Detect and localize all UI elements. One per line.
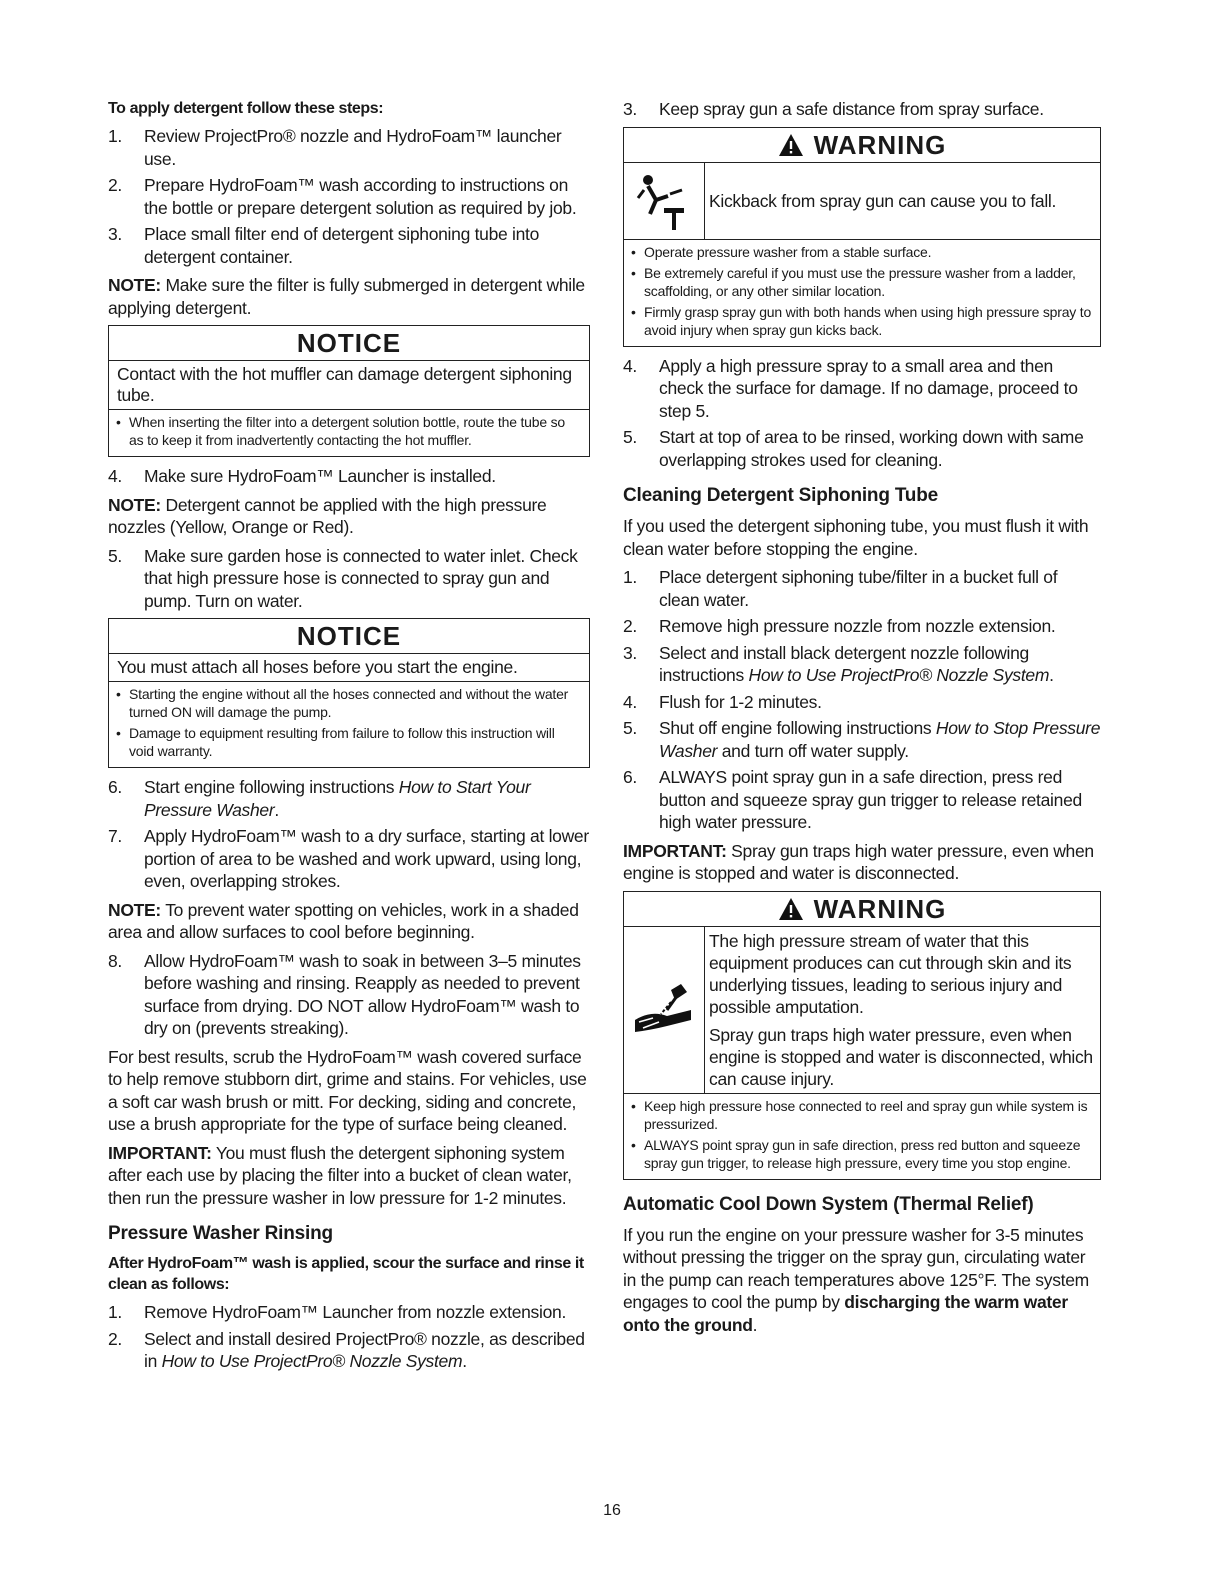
warning-message-cut: The high pressure stream of water that this equipment produces can cut through skin and its underlying tissues, leading to serious injury and possible amputation. bbox=[709, 930, 1072, 1017]
list-item: 6. Start engine following instructions How to Start Your Pressure Washer. bbox=[108, 777, 531, 820]
list-item: 5. Shut off engine following instructions How to Stop Pressure Washer and turn off water supply. bbox=[623, 718, 1101, 761]
best-results-paragraph: For best results, scrub the HydroFoam™ wash covered surface to help remove stubborn dirt, grime and stains. For vehicles, use a soft car wash brush or mitt. For decking, siding and concrete, use a brush appropriate for the type of surface being cleaned. bbox=[108, 1046, 587, 1134]
cool-down-paragraph: If you run the engine on your pressure washer for 3-5 minutes without pressing the trigger on the spray gun, circulating water in the pump can reach temperatures above 125°F. The system engages to cool the pump by discharging the warm water onto the ground. bbox=[623, 1224, 1089, 1335]
list-item: • Be extremely careful if you must use the pressure washer from a ladder, scaffolding, or any other similar location. bbox=[630, 264, 1094, 300]
section-title-rinsing: Pressure Washer Rinsing bbox=[108, 1223, 333, 1244]
warning-title: WARNING bbox=[813, 129, 947, 160]
list-item: 3. Select and install black detergent nozzle following instructions How to Use ProjectPro® Nozzle System. bbox=[623, 642, 1054, 685]
detergent-steps-cont bbox=[108, 465, 590, 488]
cleaning-steps bbox=[623, 566, 1101, 834]
warning-triangle-icon bbox=[778, 133, 804, 157]
warning-title: WARNING bbox=[813, 893, 947, 924]
warning-bullets bbox=[624, 240, 1100, 346]
note-spotting: NOTE: To prevent water spotting on vehicles, work in a shaded area and allow surfaces to cool before beginning. bbox=[108, 899, 579, 942]
list-item: 4. Make sure HydroFoam™ Launcher is installed. bbox=[108, 466, 496, 486]
list-item: 4. Flush for 1-2 minutes. bbox=[623, 691, 822, 712]
warning-message: Kickback from spray gun can cause you to fall. bbox=[709, 190, 1057, 211]
notice-bullets bbox=[109, 410, 589, 456]
rinsing-steps bbox=[108, 1301, 590, 1373]
list-item: 2. Select and install desired ProjectPro® nozzle, as described in How to Use ProjectPro® Nozzle System. bbox=[108, 1328, 585, 1371]
detergent-steps-cont-2 bbox=[108, 545, 590, 613]
rinsing-steps-cont-2 bbox=[623, 355, 1101, 472]
list-item: • Firmly grasp spray gun with both hands when using high pressure spray to avoid injury when spray gun kicks back. bbox=[630, 303, 1094, 339]
warning-message bbox=[705, 927, 1100, 1093]
warning-header bbox=[624, 128, 1100, 163]
list-item: 1. Remove HydroFoam™ Launcher from nozzle extension. bbox=[108, 1302, 567, 1322]
warning-header bbox=[624, 892, 1100, 927]
list-item: 1. Review ProjectPro® nozzle and HydroFoam™ launcher use. bbox=[108, 126, 562, 169]
list-item: 8. Allow HydroFoam™ wash to soak in between 3–5 minutes before washing and rinsing. Reapply as needed to prevent surface from drying. DO NOT allow HydroFoam™ wash to dry on (prevents streaking). bbox=[108, 950, 581, 1038]
left-column bbox=[108, 98, 590, 1379]
list-item: 2. Remove high pressure nozzle from nozzle extension. bbox=[623, 616, 1056, 636]
list-item: • ALWAYS point spray gun in safe direction, press red button and squeeze spray gun trigger, to release high pressure, every time you stop engine. bbox=[630, 1136, 1094, 1172]
detergent-steps-cont-3 bbox=[108, 776, 590, 893]
note-filter: NOTE: Make sure the filter is fully submerged in detergent while applying detergent. bbox=[108, 275, 585, 318]
notice-title: NOTICE bbox=[109, 619, 589, 654]
notice-box-hoses bbox=[108, 618, 590, 768]
kickback-fall-icon bbox=[624, 163, 705, 239]
warning-message-traps: Spray gun traps high water pressure, even when engine is stopped and water is disconnected, which can cause injury. bbox=[709, 1024, 1093, 1089]
notice-message: You must attach all hoses before you start the engine. bbox=[109, 654, 589, 682]
warning-body bbox=[624, 163, 1100, 240]
notice-message: Contact with the hot muffler can damage detergent siphoning tube. bbox=[109, 361, 589, 410]
skin-injection-hazard-icon bbox=[624, 927, 705, 1093]
warning-triangle-icon bbox=[778, 897, 804, 921]
list-item: 5. Make sure garden hose is connected to water inlet. Check that high pressure hose is connected to spray gun and pump. Turn on water. bbox=[108, 545, 578, 611]
cleaning-intro: If you used the detergent siphoning tube, you must flush it with clean water before stopping the engine. bbox=[623, 516, 1089, 559]
right-column bbox=[623, 98, 1101, 1342]
detergent-lead: To apply detergent follow these steps: bbox=[108, 100, 384, 117]
notice-title: NOTICE bbox=[109, 326, 589, 361]
important-flush: IMPORTANT: You must flush the detergent siphoning system after each use by placing the filter into a bucket of clean water, then run the pressure washer in low pressure for 1-2 minutes. bbox=[108, 1142, 572, 1208]
list-item: • Keep high pressure hose connected to reel and spray gun while system is pressurized. bbox=[630, 1097, 1094, 1133]
note-nozzles: NOTE: Detergent cannot be applied with the high pressure nozzles (Yellow, Orange or Red). bbox=[108, 494, 547, 537]
list-item: • Operate pressure washer from a stable surface. bbox=[630, 243, 1094, 261]
detergent-steps-cont-4 bbox=[108, 950, 590, 1040]
list-item: 1. Place detergent siphoning tube/filter in a bucket full of clean water. bbox=[623, 567, 1058, 610]
list-item: 3. Keep spray gun a safe distance from spray surface. bbox=[623, 99, 1044, 119]
list-item: • Damage to equipment resulting from failure to follow this instruction will void warranty. bbox=[115, 724, 583, 760]
list-item: • When inserting the filter into a detergent solution bottle, route the tube so as to keep it from inadvertently contacting the hot muffler. bbox=[115, 413, 583, 449]
rinsing-steps-cont bbox=[623, 98, 1101, 121]
section-title-cleaning: Cleaning Detergent Siphoning Tube bbox=[623, 485, 938, 506]
warning-body bbox=[624, 927, 1100, 1094]
list-item: 5. Start at top of area to be rinsed, working down with same overlapping strokes used for cleaning. bbox=[623, 427, 1084, 470]
list-item: 4. Apply a high pressure spray to a small area and then check the surface for damage. If no damage, proceed to step 5. bbox=[623, 355, 1078, 421]
list-item: 2. Prepare HydroFoam™ wash according to instructions on the bottle or prepare detergent solution as required by job. bbox=[108, 175, 577, 218]
list-item: 3. Place small filter end of detergent siphoning tube into detergent container. bbox=[108, 224, 540, 267]
list-item: 7. Apply HydroFoam™ wash to a dry surface, starting at lower portion of area to be washed and work upward, using long, even, overlapping strokes. bbox=[108, 826, 589, 891]
list-item: 6. ALWAYS point spray gun in a safe direction, press red button and squeeze spray gun trigger to release retained high water pressure. bbox=[623, 767, 1082, 832]
section-title-cool-down: Automatic Cool Down System (Thermal Relief) bbox=[623, 1193, 1034, 1215]
rinsing-lead: After HydroFoam™ wash is applied, scour the surface and rinse it clean as follows: bbox=[108, 1255, 584, 1293]
warning-bullets bbox=[624, 1094, 1100, 1179]
important-spray-gun: IMPORTANT: Spray gun traps high water pressure, even when engine is stopped and water is disconnected. bbox=[623, 840, 1094, 883]
detergent-steps bbox=[108, 125, 590, 268]
list-item: • Starting the engine without all the hoses connected and without the water turned ON will damage the pump. bbox=[115, 685, 583, 721]
warning-box-high-pressure bbox=[623, 891, 1101, 1180]
notice-box-muffler bbox=[108, 325, 590, 457]
notice-bullets bbox=[109, 682, 589, 767]
warning-box-kickback bbox=[623, 127, 1101, 347]
page-number: 16 bbox=[603, 1502, 621, 1519]
